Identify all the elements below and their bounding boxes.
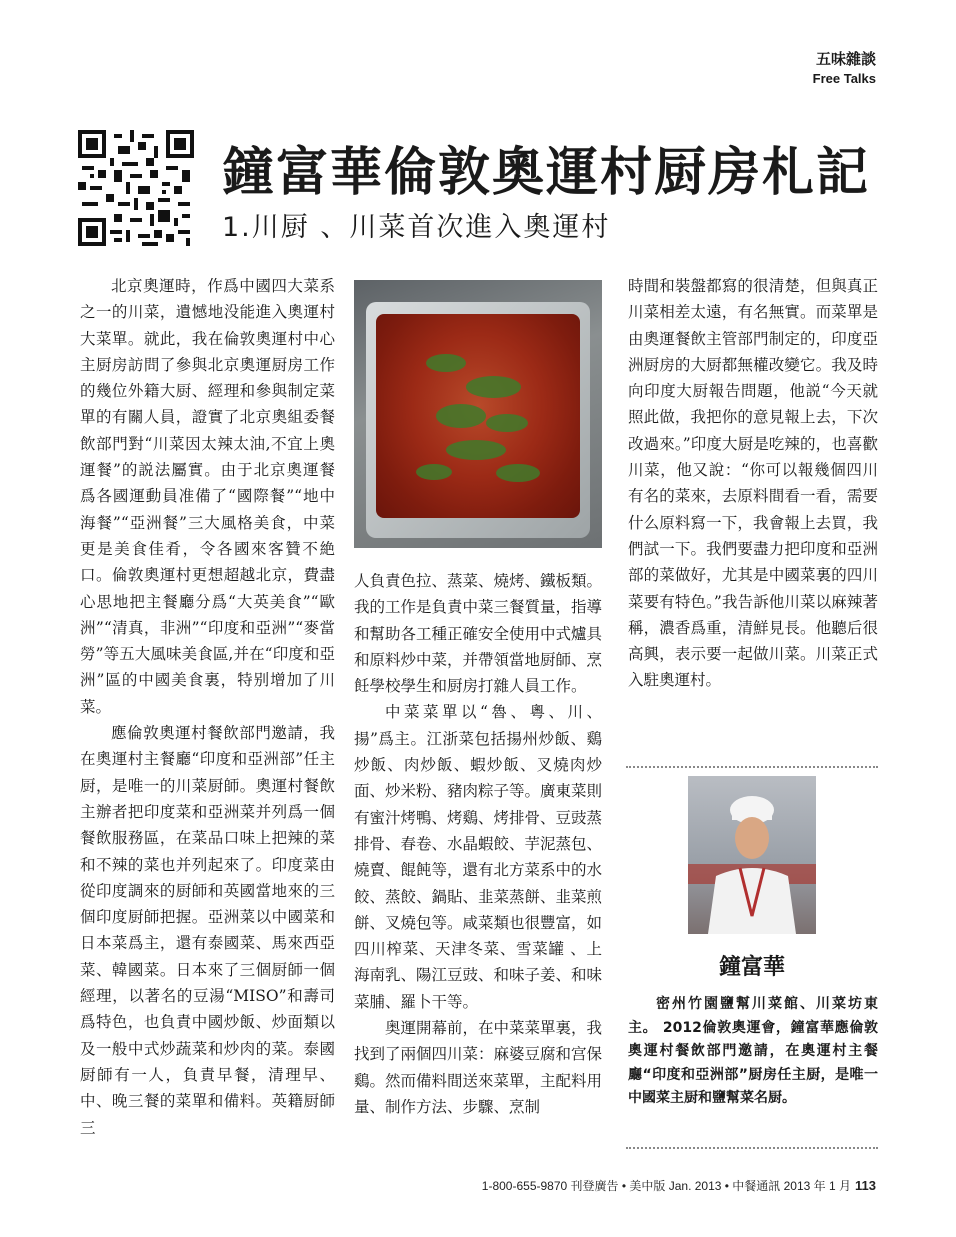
column-1 <box>80 273 335 1141</box>
paragraph: 中菜菜單以“魯、粵、川、揚”爲主。江浙菜包括揚州炒飯、鷄炒飯、肉炒飯、蝦炒飯、叉燒肉炒面、炒米粉、豬肉粽子等。廣東菜則有蜜汁烤鴨、烤鷄、烤排骨、豆豉蒸排骨、春卷、水晶蝦餃、芋泥蒸包、燒賣、餛飩等，還有北方菜系中的水餃、蒸餃、鍋貼、韭菜蒸餅、韭菜煎餅、叉燒包等。咸菜類也很豐富，如四川榨菜、天津冬菜、雪菜罐 、上海南乳、陽江豆豉、和味子姜、和味菜脯、羅卜干等。 <box>354 703 603 1011</box>
section-name-zh: 五味雜談 <box>815 50 876 68</box>
paragraph: 人負責色拉、蒸菜、燒烤、鐵板類。我的工作是負責中菜三餐質量，指導和幫助各工種正確安全使用中式爐具和原料炒中菜，并帶領當地厨師、烹飪學校學生和厨房打雜人員工作。 <box>354 572 603 696</box>
food-photo <box>354 280 602 548</box>
qr-code-icon[interactable] <box>78 130 194 246</box>
section-name-en: Free Talks <box>812 71 876 86</box>
column-2 <box>354 568 602 1120</box>
chef-figure-icon <box>688 776 816 934</box>
footer-text: 1-800-655-9870 刊登廣告 • 美中版 Jan. 2013 • 中餐通訊 2013 年 1 月 <box>481 1179 852 1193</box>
article-subtitle: 1.川厨 、川菜首次進入奧運村 <box>222 212 611 243</box>
section-tag <box>813 48 876 88</box>
divider <box>626 1147 878 1149</box>
chili-dish <box>376 314 580 518</box>
paragraph: 時間和裝盤都寫的很清楚，但與真正川菜相差太遠，有名無實。而菜單是由奧運餐飲主管部門制定的，印度亞洲厨房的大厨都無權改變它。我及時向印度大厨報告問題，他説“今天就照此做，我把你的意見報上去，下次改過來。”印度大厨是吃辣的，也喜歡川菜，他又說：“你可以報幾個四川有名的菜來，去原料間看一看，需要什么原料寫一下，我會報上去買，我們試一下。我們要盡力把印度和亞洲部的菜做好，尤其是中國菜裏的四川菜要有特色。”我告訴他川菜以麻辣著稱，濃香爲重，清鮮見長。他聽后很高興，表示要一起做川菜。川菜正式入駐奧運村。 <box>628 277 878 690</box>
paragraph: 應倫敦奧運村餐飲部門邀請，我在奧運村主餐廳“印度和亞洲部”任主厨，是唯一的川菜厨師。奧運村餐飲主辦者把印度菜和亞洲菜并列爲一個餐飲服務區，在菜品口味上把辣的菜和不辣的菜也并列起來了。印度菜由從印度調來的厨師和英國當地來的三個印度厨師把握。亞洲菜以中國菜和日本菜爲主，還有泰國菜、馬來西亞菜、韓國菜。日本來了三個厨師一個經理，以著名的豆湯“MISO”和壽司爲特色，也負責中國炒飯、炒面類以及一般中式炒蔬菜和炒肉的菜。泰國厨師有一人，負責早餐，清理早、中、晚三餐的菜單和備料。英籍厨師三 <box>80 724 335 1137</box>
article-title: 鐘富華倫敦奧運村厨房札記 <box>222 142 871 203</box>
author-bio: 密州竹園鹽幫川菜館、川菜坊東主。 2012倫敦奧運會，鐘富華應倫敦奧運村餐飲部門邀請，在奧運村主餐廳“印度和亞洲部”厨房任主厨，是唯一中國菜主厨和鹽幫菜名厨。 <box>628 996 878 1106</box>
chef-photo <box>688 776 816 934</box>
column-3 <box>628 273 878 694</box>
page-number: 113 <box>855 1178 876 1193</box>
paragraph: 奥運開幕前，在中菜菜單裏，我找到了兩個四川菜：麻婆豆腐和宫保鷄。然而備料間送來菜單，主配料用量、制作方法、步驟、烹制 <box>354 1019 603 1116</box>
paragraph: 北京奧運時，作爲中國四大菜系之一的川菜，遺憾地没能進入奧運村大菜單。就此，我在倫敦奧運村中心主厨房訪問了參與北京奧運厨房工作的幾位外籍大厨、經理和參與制定菜單的有關人員，證實了北京奧組委餐飲部門對“川菜因太辣太油,不宜上奧運餐”的説法屬實。由于北京奧運餐爲各國運動員准備了“國際餐”“地中海餐”“亞洲餐”三大風格美食，中菜更是美食佳肴，令各國來客贊不絶口。倫敦奧運村更想超越北京，費盡心思地把主餐廳分爲“大英美食”“歐洲”“清真，非洲”“印度和亞洲”“麥當勞”等五大風味美食區,并在“印度和亞洲”區的中國美食裏，特别增加了川菜。 <box>80 277 335 716</box>
page-footer <box>482 1177 876 1194</box>
author-name: 鐘富華 <box>718 955 785 980</box>
divider <box>626 766 878 768</box>
